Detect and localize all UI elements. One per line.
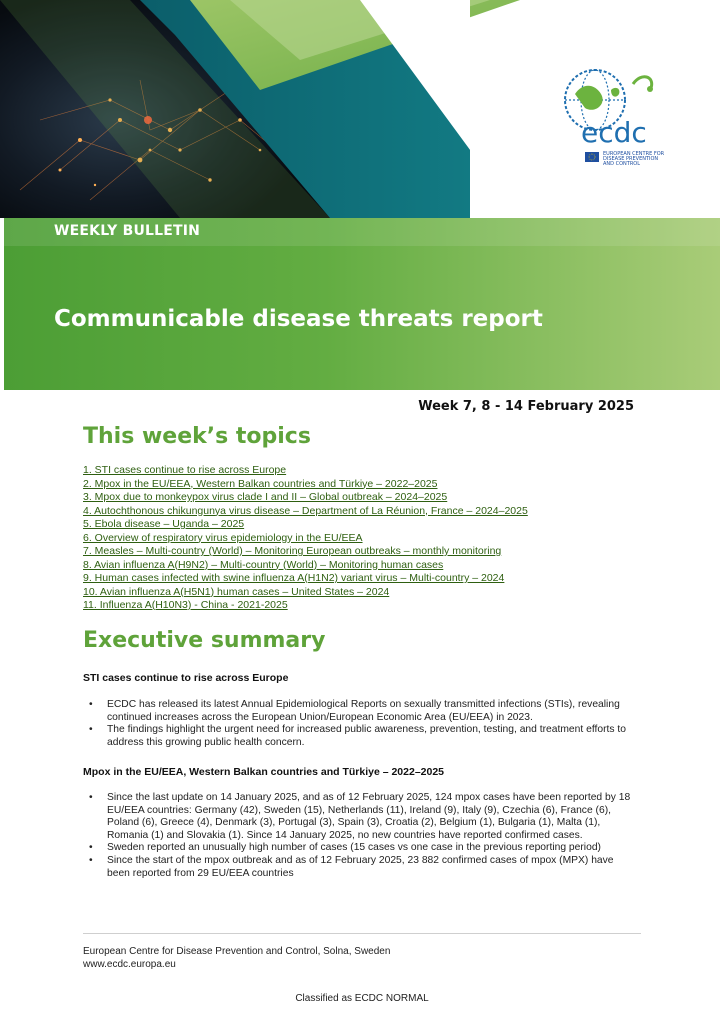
list-item [83,518,528,532]
topic-link-10[interactable]: 10. Avian influenza A(H5N1) human cases – United States – 2024 [83,585,390,598]
list-item [83,505,528,519]
topics-heading: This week’s topics [83,424,311,449]
logo-wordmark: ecdc [581,116,647,149]
section-title-mpox: Mpox in the EU/EEA, Western Balkan countries and Türkiye – 2022–2025 [83,766,445,778]
topic-link-6[interactable]: 6. Overview of respiratory virus epidemiology in the EU/EEA [83,531,363,544]
footer-url[interactable]: www.ecdc.europa.eu [83,959,176,970]
topics-list [83,464,528,613]
footer-org: European Centre for Disease Prevention and Control, Solna, Sweden [83,946,391,957]
list-item [83,464,528,478]
logo-subtitle-3: AND CONTROL [603,161,641,167]
topic-link-3[interactable]: 3. Mpox due to monkeypox virus clade I and II – Global outbreak – 2024–2025 [83,491,448,503]
bullet-item: • The findings highlight the urgent need for increased public awareness, prevention, testing, and treatment efforts to address this growing public health concern. [83,724,638,749]
list-item [83,586,528,600]
list-item [83,478,528,492]
list-item [83,491,528,505]
summary-heading: Executive summary [83,628,326,653]
list-item [83,572,528,586]
topic-link-7[interactable]: 7. Measles – Multi-country (World) – Monitoring European outbreaks – monthly monitoring [83,545,502,557]
bullet-item: • ECDC has released its latest Annual Epidemiological Reports on sexually transmitted infections (STIs), revealing continued increases across the European Union/European Economic Area (EU/EEA) in 2023. [83,699,638,724]
classification-label: Classified as ECDC NORMAL [295,993,429,1004]
logo-subtitle-1: EUROPEAN CENTRE FOR [603,151,665,157]
sti-bullets [83,699,638,749]
logo-subtitle-2: DISEASE PREVENTION [603,156,659,162]
bulletin-label: WEEKLY BULLETIN [54,223,201,239]
topic-link-1[interactable]: 1. STI cases continue to rise across Europe [83,464,287,476]
bullet-item: • Sweden reported an unusually high number of cases (15 cases vs one case in the previous reporting period) [83,842,638,855]
topic-link-5[interactable]: 5. Ebola disease – Uganda – 2025 [83,518,245,530]
topic-link-9[interactable]: 9. Human cases infected with swine influenza A(H1N2) variant virus – Multi-country – 2024 [83,572,505,584]
topic-link-4[interactable]: 4. Autochthonous chikungunya virus disease – Department of La Réunion, France – 2024–2025 [83,504,528,517]
list-item [83,545,528,559]
bullet-item: • Since the start of the mpox outbreak and as of 12 February 2025, 23 882 confirmed cases of mpox (MPX) have been reported from 29 EU/EEA countries [83,855,638,880]
topic-link-11[interactable]: 11. Influenza A(H10N3) - China - 2021-2025 [83,599,288,611]
list-item [83,599,528,613]
list-item [83,559,528,573]
footer-divider [83,933,641,934]
topic-link-8[interactable]: 8. Avian influenza A(H9N2) – Multi-country (World) – Monitoring human cases [83,558,444,571]
list-item [83,532,528,546]
mpox-bullets [83,792,638,880]
topic-link-2[interactable]: 2. Mpox in the EU/EEA, Western Balkan countries and Türkiye – 2022–2025 [83,477,438,490]
section-title-sti: STI cases continue to rise across Europe [83,672,289,684]
ecdc-logo-graphic [555,64,685,174]
report-title: Communicable disease threats report [54,306,543,332]
ecdc-logo[interactable] [555,64,685,174]
bullet-item: • Since the last update on 14 January 2025, and as of 12 February 2025, 124 mpox cases have been reported by 18 EU/EEA countries: Germany (42), Sweden (15), Netherlands (11), Ireland (9), Italy (9), Czechia (6), France (6), Poland (6), Greece (4), Denmark (3), Portugal (3), Spain (3), Croatia (2), Belgium (1), Bulgaria (1), Malta (1), Romania (1) and Slovakia (1). Since 14 January 2025, no new countries have reported confirmed cases. [83,792,638,842]
week-label: Week 7, 8 - 14 February 2025 [418,399,634,414]
